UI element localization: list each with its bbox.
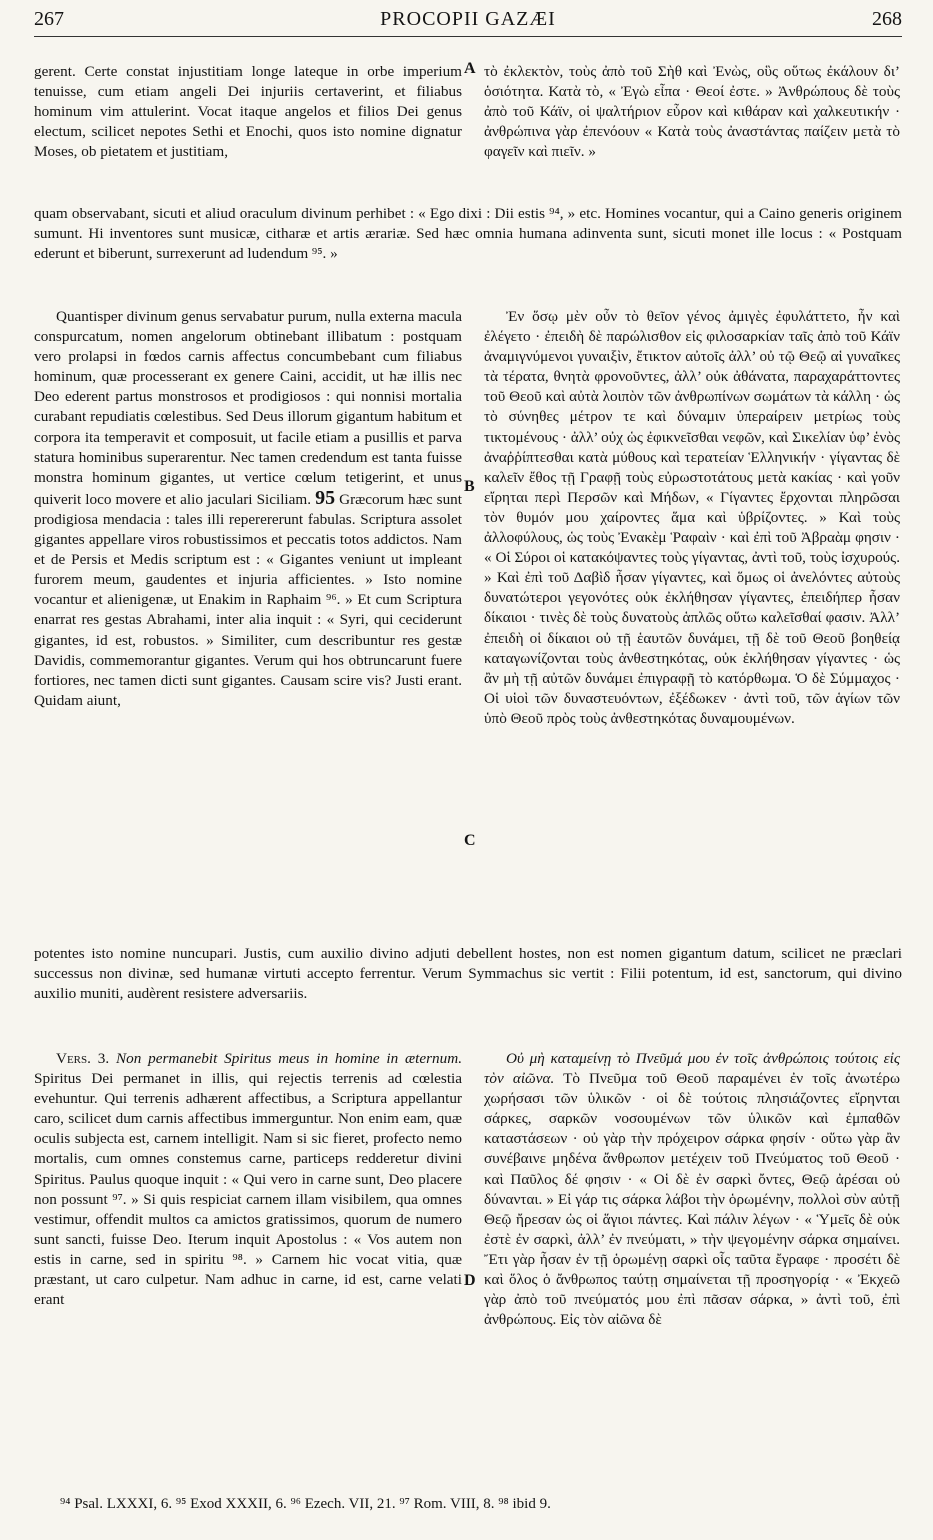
margin-marker-a: A [464,60,476,77]
latin-column-section-1 [34,62,462,162]
greek-column-section-5 [484,1049,900,1330]
margin-marker-b: B [464,478,475,495]
greek-column-section-1 [484,62,900,162]
running-title: PROCOPII GAZÆI [380,8,556,30]
latin-column-section-3 [34,307,462,711]
margin-marker-d: D [464,1272,476,1289]
verse-label: Vers. 3. [56,1050,110,1067]
greek-verse-paragraph [484,1049,900,1330]
latin-column-section-5 [34,1049,462,1310]
verse-lemma: Non permanebit Spiritus meus in homine in æternum. [115,1050,462,1067]
page-number-right: 268 [872,8,902,30]
latin-text-continued: Græcorum hæc sunt prodigiosa mendacia : tales illi reperererunt fabulas. Scriptura assolet gigantes appellare viros robustissimos et peccatis totos addictos. Nam et de Persis et Medis scriptum est : « Gigantes veniunt ut impleant furorem meum, gaudentes et injuria afficientes. » Isto nomine vocantur et alienigenæ, ut Enakim in Raphaim ⁹⁶. » Et cum Scriptura enarrat res gestas Abrahami, inter alia inquit : « Syri, qui ceciderunt gigantes, id est, robustos. » Similiter, cum describuntur res gestæ Davidis, commemorantur gigantes. Verum qui hos obtruncarunt fuere fortiores, nec tamen dicti sunt gigantes. Causam scire vis? Justi erant. Quidam aiunt, [34,490,462,709]
latin-text: Spiritus Dei permanet in illis, qui rejectis terrenis ad cœlestia evehuntur. Qui terrenis adhærent affectibus, a Scriptura appellantur caro, scilicet dum carnis affectibus immerguntur. Non enim eam, quæ oculis subjecta est, carnem intelligit. Nam si sic fieret, profecto nemo mortalis, cum omnes constemus carne, particeps redderetur divini Spiritus. Paulus quoque inquit : « Qui vero in carne sunt, Deo placere non possunt ⁹⁷. » Si quis respiciat carnem illam visibilem, qua omnes vestimur, offendit multos ca amictos gratissimos, quorum de numero sunt sancti, fuisse Deo. Iterum inquit Apostolus : « Vos autem non estis in carne, sed in spiritu ⁹⁸. » Carnem hic vocat vitia, quæ præstant, ut caro culpetur. Nam adhuc in carne, id est, carne velati erant [34,1070,462,1309]
latin-text: quam observabant, sicuti et aliud oraculum divinum perhibet : « Ego dixi : Dii estis ⁹⁴, » etc. Homines vocantur, qui a Caino generis originem sumunt. Hi inventores sunt musicæ, citharæ et artis ærariæ. Sed hæc omnia humana adinventa sunt, sicuti monet ille locus : « Postquam ederunt et biberunt, surrexerunt ad ludendum ⁹⁵. » [34,205,902,263]
footnotes: ⁹⁴ Psal. LXXXI, 6. ⁹⁵ Exod XXXII, 6. ⁹⁶ Ezech. VII, 21. ⁹⁷ Rom. VIII, 8. ⁹⁸ ibid 9. [60,1496,551,1512]
latin-text: Quantisper divinum genus servabatur purum, nulla externa macula conspurcatum, nomen angelorum obtinebant illibatum : postquam vero prolapsi in fœdos carnis affectus concumbebant cum filiabus hominum, quæ processerant ex genere Caini, accidit, ut hæ illis nec Deo ederent partus monstrosos et prodigiosos : qui nonnisi mortalia curabant repudiatis cœlestibus. Sed Deus illorum gigantum habitum et corpora ita temperavit et composuit, ut facile etiam a pusillis et parva statura hominibus superarentur. Nec tamen credendum est tanta fuisse monstra hominum gigantes, ut vertice cœlum tetigerint, et unus quiverit loco movere et alio jaculari Siciliam. [34,308,462,508]
full-width-text-section-4 [34,944,902,1004]
greek-text: Τὸ Πνεῦμα τοῦ Θεοῦ παραμένει ἐν τοῖς ἀνωτέρω χωρήσασι τῶν ὑλικῶν · οἱ δὲ τούτοις πλησιάζοντες εἴρηνται σάρκες, σαρκῶν νοσουμένων τῶν ὑλικῶν καὶ ἐμπαθῶν καταστάσεων · οὐ γὰρ τὴν πρόχειρον σάρκα φησίν · οὕτω γὰρ ἂν συνέβαινε μηδένα ἄνθρωπον μετέχειν τοῦ Πνεύματος τοῦ Θεοῦ · καὶ Παῦλος δέ φησιν · « Οἱ δὲ ἐν σαρκὶ ὄντες, Θεῷ ἀρέσαι οὐ δύνανται. » Εἰ γάρ τις σάρκα λάβοι τὴν ὁρωμένην, πολλοὶ σὺν αὐτῇ Θεῷ ἤρεσαν ὡς οἱ ἅγιοι πάντες. Καὶ πάλιν λέγων · « Ὑμεῖς δὲ οὐκ ἐστὲ ἐν σαρκὶ, ἀλλ’ ἐν πνεύματι, » τὴν ψεγομένην σάρκα σημαίνει. Ἔτι γὰρ ἦσαν ἐν τῇ ὁρωμένῃ σαρκὶ οἷς ταῦτα ἔγραφε · προσέτι δὲ καὶ ὅλος ὁ ἄνθρωπος ταύτῃ σημαίνεται τῇ προσηγορίᾳ · « Ἐκχεῶ γὰρ ἀπὸ τοῦ πνεύματός μου ἐπὶ πᾶσαν σάρκα, » ἀντὶ τοῦ, ἐπὶ ἀνθρώπους. Εἰς τὸν αἰῶνα δὲ [484,1070,900,1329]
greek-text: Ἐν ὅσῳ μὲν οὖν τὸ θεῖον γένος ἀμιγὲς ἐφυλάττετο, ἦν καὶ ἐλέγετο · ἐπειδὴ δὲ παρώλισθον εἰς φιλοσαρκίαν ταῖς ἀπὸ τοῦ Κάϊν ἀναμιγνύμενοι γυναιξὶν, ἔτικτον αὐτοῖς ἀλλ’ οὐ τῷ Θεῷ αἱ γυναῖκες τὰ τέρατα, θνητὰ φρονοῦντες, ἀλλ’ οὐκ ἀθάνατα, παραχαράττοντες τοῦ Θεοῦ καὶ αὐτὰ λοιπὸν τῶν ἀνθρωπίνων σωμάτων τὰ κάλλη · ὡς τὸ σύνηθες μέτρον τε καὶ δύναμιν ὑπεραίρειν μετρίως τοὺς τικτομένους · ἀλλ’ οὐχ ὡς ἐφικνεῖσθαι νεφῶν, καὶ Σικελίαν ὑφ’ ἑνὸς ἀναῤῥίπτεσθαι κατὰ μύθους καὶ τερατείαν Ἑλληνικήν · γίγαντας δὲ καλεῖν ἔθος τῇ Γραφῇ τοὺς εὐρωστοτάτους μετὰ κακίας · καὶ γοῦν εἴρηται περὶ Περσῶν καὶ Μήδων, « Γίγαντες ἔρχονται πληρῶσαι τὸν θυμόν μου χαίροντες ἅμα καὶ ὑβρίζοντες. » Καὶ τοὺς ἀλλοφύλους, ὡς τοὺς Ἐνακὲμ Ῥαφαὶν · καὶ ἐπὶ τοῦ Ἀβραὰμ φησιν · « Οἱ Σύροι οἱ κατακόψαντες τοὺς γίγαντας, ἀντὶ τοῦ, τοὺς ἰσχυρούς. » Καὶ ἐπὶ τοῦ Δαβὶδ ἦσαν γίγαντες, καὶ ὅμως οἱ ἀνελόντες αὐτοὺς δυνατώτεροι γεγονότες οὐκ ἐκλήθησαν γίγαντες, ἐπειδήπερ ἦσαν δίκαιοι · τινὲς δὲ τοὺς δυνατοὺς ἁπλῶς οὕτω καλεῖσθαί φασιν. Ἀλλ’ ἐπειδὴ οἱ δίκαιοι οὐ τῇ ἑαυτῶν δυνάμει, τῇ δὲ τοῦ Θεοῦ βοηθείᾳ καταγωνίζονται τοὺς ἀνθεστηκότας, οὐκ ἐκλήθησαν γίγαντες · ὡς ἂν μὴ τῇ αὐτῶν δυνάμει ἐπιγραφῇ τὸ κατόρθωμα. Ὁ δὲ Σύμμαχος · Οἱ υἱοὶ τῶν δυναστευόντων, ἐξέδωκεν · ἀντὶ τοῦ, τῶν ἁγίων τῶν ὑπὸ Θεοῦ πρὸς τοὺς ἀνθεστηκότας δυναμουμένων. [484,308,900,727]
full-width-text-section-2 [34,204,902,264]
latin-verse-paragraph [34,1049,462,1310]
header-rule [34,36,902,37]
page-marker-95: 95 [315,486,336,509]
latin-text: gerent. Certe constat injustitiam longe lateque in orbe imperium tenuisse, cum etiam angeli Dei injuriis certaverint, et filiabus hominum vim attulerint. Vocat itaque angelos et filios Dei genus electum, scilicet nepotes Sethi et Enochi, quos isto nomine dignatur Moses, ob pietatem et justitiam, [34,63,462,161]
greek-text: τὸ ἐκλεκτὸν, τοὺς ἀπὸ τοῦ Σὴθ καὶ Ἐνὼς, οὓς οὕτως ἐκάλουν δι’ ὁσιότητα. Κατὰ τὸ, « Ἐγὼ εἶπα · Θεοί ἐστε. » Ἀνθρώπους δὲ τοὺς ἀπὸ τοῦ Κάϊν, οἱ ψαλτήριον εὗρον καὶ κιθάραν καὶ χαλκευτικήν · ἀνθρώπινα γὰρ ἐπενόουν « Κατὰ τοὺς ἀναστάντας παίζειν μετὰ τὸ φαγεῖν καὶ πιεῖν. » [484,63,900,161]
greek-column-section-3 [484,307,900,729]
page-number-left: 267 [34,8,64,30]
latin-paragraph [34,307,462,711]
running-header [34,8,902,36]
greek-lemma: Οὐ μὴ καταμείνῃ τὸ Πνεῦμά μου ἐν τοῖς ἀνθρώποις τούτοις εἰς τὸν αἰῶνα. [484,1050,900,1088]
margin-marker-c: C [464,832,476,849]
latin-text: potentes isto nomine nuncupari. Justis, cum auxilio divino adjuti debellent hostes, non est nomen gigantum datum, scilicet ne præclari successus non divinæ, sed humanæ virtuti accepto ferrentur. Verum Symmachus sic vertit : Filii potentum, id est, sanctorum, qui divino auxilio muniti, audèrent resistere adversariis. [34,945,902,1003]
